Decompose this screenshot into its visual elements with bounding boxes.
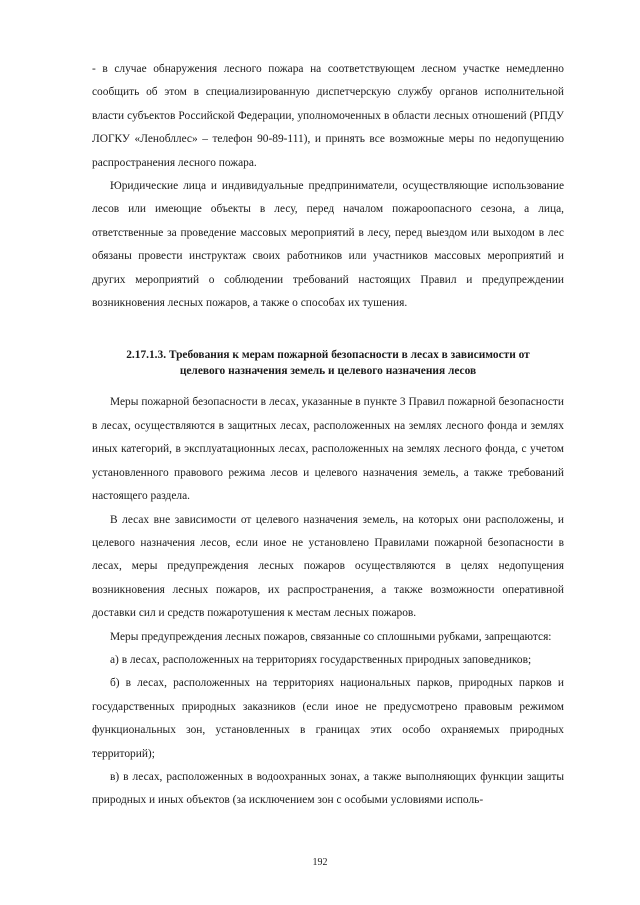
list-item-a: а) в лесах, расположенных на территориях государственных природных заповедников;	[110, 653, 532, 666]
paragraph-clear-cutting-ban: Меры предупреждения лесных пожаров, связанные со сплошными рубками, запрещаются:	[110, 630, 552, 643]
paragraph-fire-safety-measures: Меры пожарной безопасности в лесах, указанные в пункте 3 Правил пожарной безопасности в лесах, осуществляются в защитных лесах, расположенных на землях лесного фонда и землях иных категорий, в эксплуатационных лесах, расположенных на землях лесного фонда, с учетом установленного правового режима лесов и целевого назначения земель, а также требований настоящего раздела.	[92, 396, 564, 503]
section-heading-line-1: 2.17.1.3. Требования к мерам пожарной безопасности в лесах в зависимости от	[126, 349, 530, 362]
list-item-c: в) в лесах, расположенных в водоохранных зонах, а также выполняющих функции защиты природных и иных объектов (за исключением зон с особыми условиями исполь-	[92, 770, 564, 807]
section-heading	[92, 348, 564, 379]
page-number: 192	[312, 857, 328, 868]
paragraph-forest-prevention: В лесах вне зависимости от целевого назначения земель, на которых они расположены, и целевого назначения лесов, если иное не установлено Правилами пожарной безопасности в лесах, меры предупреждения лесных пожаров осуществляются в целях недопущения возникновения лесных пожаров, их распространения, а также возможности оперативной доставки сил и средств пожаротушения к местам лесных пожаров.	[92, 513, 564, 620]
paragraph-legal-entities: Юридические лица и индивидуальные предприниматели, осуществляющие использование лесов или имеющие объекты в лесу, перед началом пожароопасного сезона, а лица, ответственные за проведение массовых мероприятий в лесу, перед выездом или выходом в лес обязаны провести инструктаж своих работников или участников массовых мероприятий и других мероприятий о соблюдении требований настоящих Правил и предупреждении возникновения лесных пожаров, а также о способах их тушения.	[92, 180, 564, 310]
paragraph-fire-notification: - в случае обнаружения лесного пожара на соответствующем лесном участке немедленно сообщить об этом в специализированную диспетчерскую службу органов исполнительной власти субъектов Российской Федерации, уполномоченных в области лесных отношений (РПДУ ЛОГКУ «Ленобллес» – телефон 90-89-111), и принять все возможные меры по недопущению распространения лесного пожара.	[92, 63, 564, 169]
document-page	[92, 58, 564, 813]
section-heading-line-2: целевого назначения земель и целевого назначения лесов	[179, 364, 477, 377]
list-item-b: б) в лесах, расположенных на территориях национальных парков, природных парков и государственных природных заказников (если иное не предусмотрено правовым режимом функциональных зон, установленных в границах этих особо охраняемых природных территорий);	[92, 677, 564, 760]
